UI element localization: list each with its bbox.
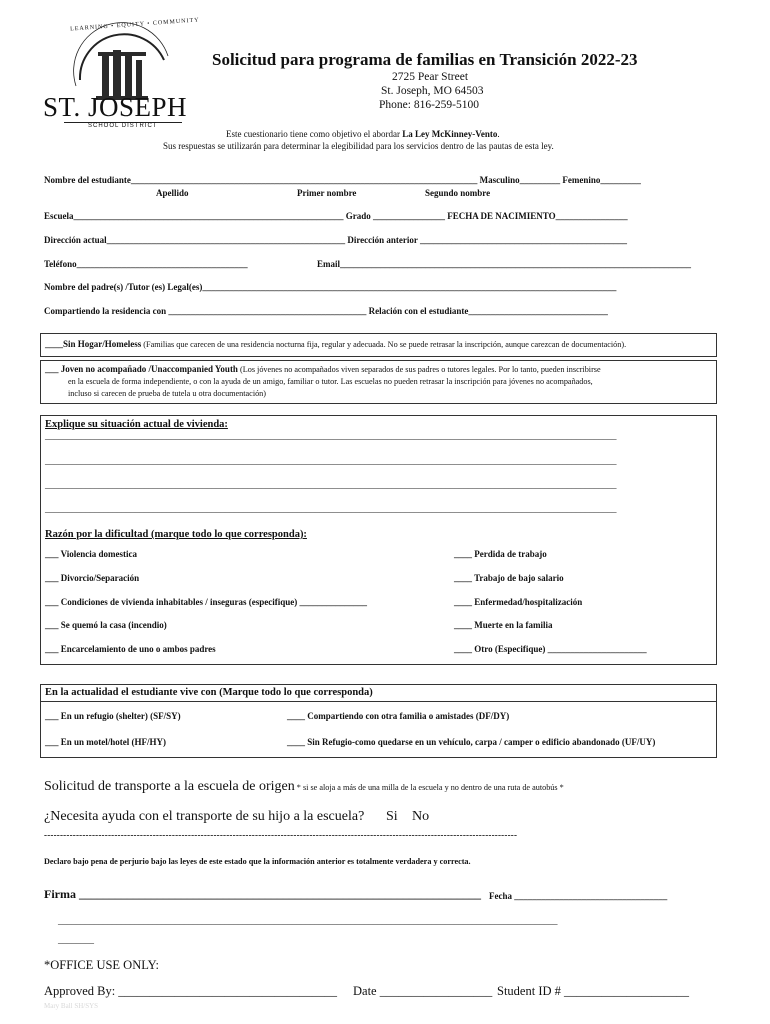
option-motel[interactable]: ___ En un motel/hotel (HF/HY)	[45, 737, 166, 747]
email-field[interactable]: Email______________________________________________________________________________	[317, 259, 692, 269]
student-id-field[interactable]: Student ID # ____________________	[497, 984, 690, 998]
reason-illness[interactable]: ____ Enfermedad/hospitalización	[454, 597, 583, 607]
phone-line: Phone: 816-259-5100	[379, 99, 479, 111]
approved-by-field[interactable]: Approved By: ___________________________________	[44, 984, 338, 998]
homeless-label: ____Sin Hogar/Homeless	[45, 339, 142, 349]
lives-with-divider	[41, 701, 716, 702]
sub-label-apellido: Apellido	[156, 188, 189, 198]
faint-footer-text: Mary Ball SH/SYS	[44, 1002, 99, 1010]
reason-divorce[interactable]: ___ Divorcio/Separación	[45, 573, 140, 583]
reason-other[interactable]: ____ Otro (Especifique) ______________________	[454, 644, 647, 654]
intro-text-1	[226, 129, 500, 139]
transport-yes[interactable]: Si	[386, 809, 398, 824]
youth-label: ___ Joven no acompañado /Unaccompanied Youth	[45, 364, 238, 374]
option-shelter[interactable]: ___ En un refugio (shelter) (SF/SY)	[45, 711, 181, 721]
situation-line-1[interactable]: _______________________________________________________________________________________________________________________________	[45, 431, 617, 441]
logo-subtitle: SCHOOL DISTRICT	[88, 123, 158, 129]
lives-with-box	[40, 684, 717, 758]
homeless-box	[40, 333, 717, 357]
situation-line-2[interactable]: _______________________________________________________________________________________________________________________________	[45, 456, 617, 466]
reasons-heading: Razón por la dificultad (marque todo lo que corresponda):	[45, 529, 307, 540]
homeless-option[interactable]	[45, 339, 626, 349]
student-name-field[interactable]: Nombre del estudiante_____________________________________________________________________________ Masculino_________ Femenino_________	[44, 175, 641, 185]
signature-extra-line-2[interactable]: ________	[58, 935, 94, 945]
logo-name: ST. JOSEPH	[43, 92, 188, 122]
office-date-field[interactable]: Date __________________	[353, 984, 493, 998]
reason-job-loss[interactable]: ____ Perdida de trabajo	[454, 549, 547, 559]
address-field[interactable]: Dirección actual_____________________________________________________ Dirección anterior ______________________________________________	[44, 235, 627, 245]
sub-label-primer-nombre: Primer nombre	[297, 188, 357, 198]
page-title: Solicitud para programa de familias en Transición 2022-23	[212, 50, 638, 69]
transport-title: Solicitud de transporte a la escuela de origen	[44, 779, 295, 794]
office-use-heading: *OFFICE USE ONLY:	[44, 958, 159, 972]
address-line-2: St. Joseph, MO 64503	[381, 85, 484, 97]
reason-low-wage[interactable]: ____ Trabajo de bajo salario	[454, 573, 564, 583]
reason-incarceration[interactable]: ___ Encarcelamiento de uno o ambos padres	[45, 644, 216, 654]
reason-death[interactable]: ____ Muerte en la familia	[454, 620, 553, 630]
youth-box	[40, 360, 717, 404]
reason-violence[interactable]: ___ Violencia domestica	[45, 549, 137, 559]
youth-desc-3: incluso si carecen de prueba de tutela u otra documentación)	[68, 389, 267, 398]
transport-no[interactable]: No	[412, 809, 430, 824]
district-logo	[40, 17, 205, 135]
phone-field[interactable]: Teléfono______________________________________	[44, 259, 248, 269]
option-sharing[interactable]: ____ Compartiendo con otra familia o amistades (DF/DY)	[287, 711, 510, 721]
intro-1-post: .	[497, 129, 500, 139]
declaration-text: Declaro bajo pena de perjurio bajo las leyes de este estado que la información anterior es totalmente verdadera y correcta.	[44, 857, 471, 866]
sharing-field[interactable]: Compartiendo la residencia con ____________________________________________ Relación con el estudiante_______________________________	[44, 306, 608, 316]
situation-box	[40, 415, 717, 665]
situation-line-4[interactable]: _______________________________________________________________________________________________________________________________	[45, 504, 617, 514]
transport-question: ¿Necesita ayuda con el transporte de su hijo a la escuela?	[44, 809, 365, 824]
date-field[interactable]: Fecha __________________________________	[489, 891, 668, 901]
reason-unsafe-housing[interactable]: ___ Condiciones de vivienda inhabitables / inseguras (especifique) _______________	[45, 597, 368, 607]
signature-extra-line-1[interactable]: _______________________________________________________________________________________________________________	[58, 916, 558, 926]
homeless-desc: (Familias que carecen de una residencia nocturna fija, regular y adecuada. No se puede retrasar la inscripción, aunque carezcan de documentación).	[141, 340, 627, 349]
school-field[interactable]: Escuela____________________________________________________________ Grado ________________ FECHA DE NACIMIENTO________________	[44, 211, 628, 221]
logo-arc-text: LEARNING • EQUITY • COMMUNITY	[69, 17, 200, 33]
transport-note: * si se aloja a más de una milla de la escuela y no dentro de una ruta de autobús *	[294, 783, 564, 792]
youth-desc-1: (Los jóvenes no acompañados viven separados de sus padres o tutores legales. Por lo tanto, pueden inscribirse	[237, 365, 601, 374]
address-line-1: 2725 Pear Street	[392, 71, 469, 83]
sub-label-segundo-nombre: Segundo nombre	[425, 188, 491, 198]
transport-section	[44, 777, 564, 795]
youth-option[interactable]	[45, 364, 601, 374]
parent-field[interactable]: Nombre del padre(s) /Tutor (es) Legal(es)____________________________________________________________________________________________	[44, 282, 617, 292]
situation-line-3[interactable]: _______________________________________________________________________________________________________________________________	[45, 480, 617, 490]
intro-text-2: Sus respuestas se utilizarán para determinar la elegibilidad para los servicios dentro de las pautas de esta ley.	[163, 141, 554, 151]
youth-desc-2: en la escuela de forma independiente, o con la ayuda de un amigo, familiar o tutor. Las escuelas no pueden retrasar la inscripción para jóvenes no acompañados,	[68, 377, 593, 386]
signature-field[interactable]: Firma ___________________________________________________________________	[44, 887, 481, 901]
intro-1-pre: Este cuestionario tiene como objetivo el abordar	[226, 129, 403, 139]
dashed-divider: ----------------------------------------------------------------------------------------------------------------------------------------------------	[44, 830, 518, 840]
intro-1-law: La Ley McKinney-Vento	[402, 129, 498, 139]
lives-with-heading: En la actualidad el estudiante vive con (Marque todo lo que corresponda)	[45, 687, 373, 698]
option-unsheltered[interactable]: ____ Sin Refugio-como quedarse en un vehículo, carpa / camper o edificio abandonado (UF/UY)	[287, 737, 656, 747]
situation-heading: Explique su situación actual de vivienda:	[45, 419, 228, 430]
reason-fire[interactable]: ___ Se quemó la casa (incendio)	[45, 620, 167, 630]
